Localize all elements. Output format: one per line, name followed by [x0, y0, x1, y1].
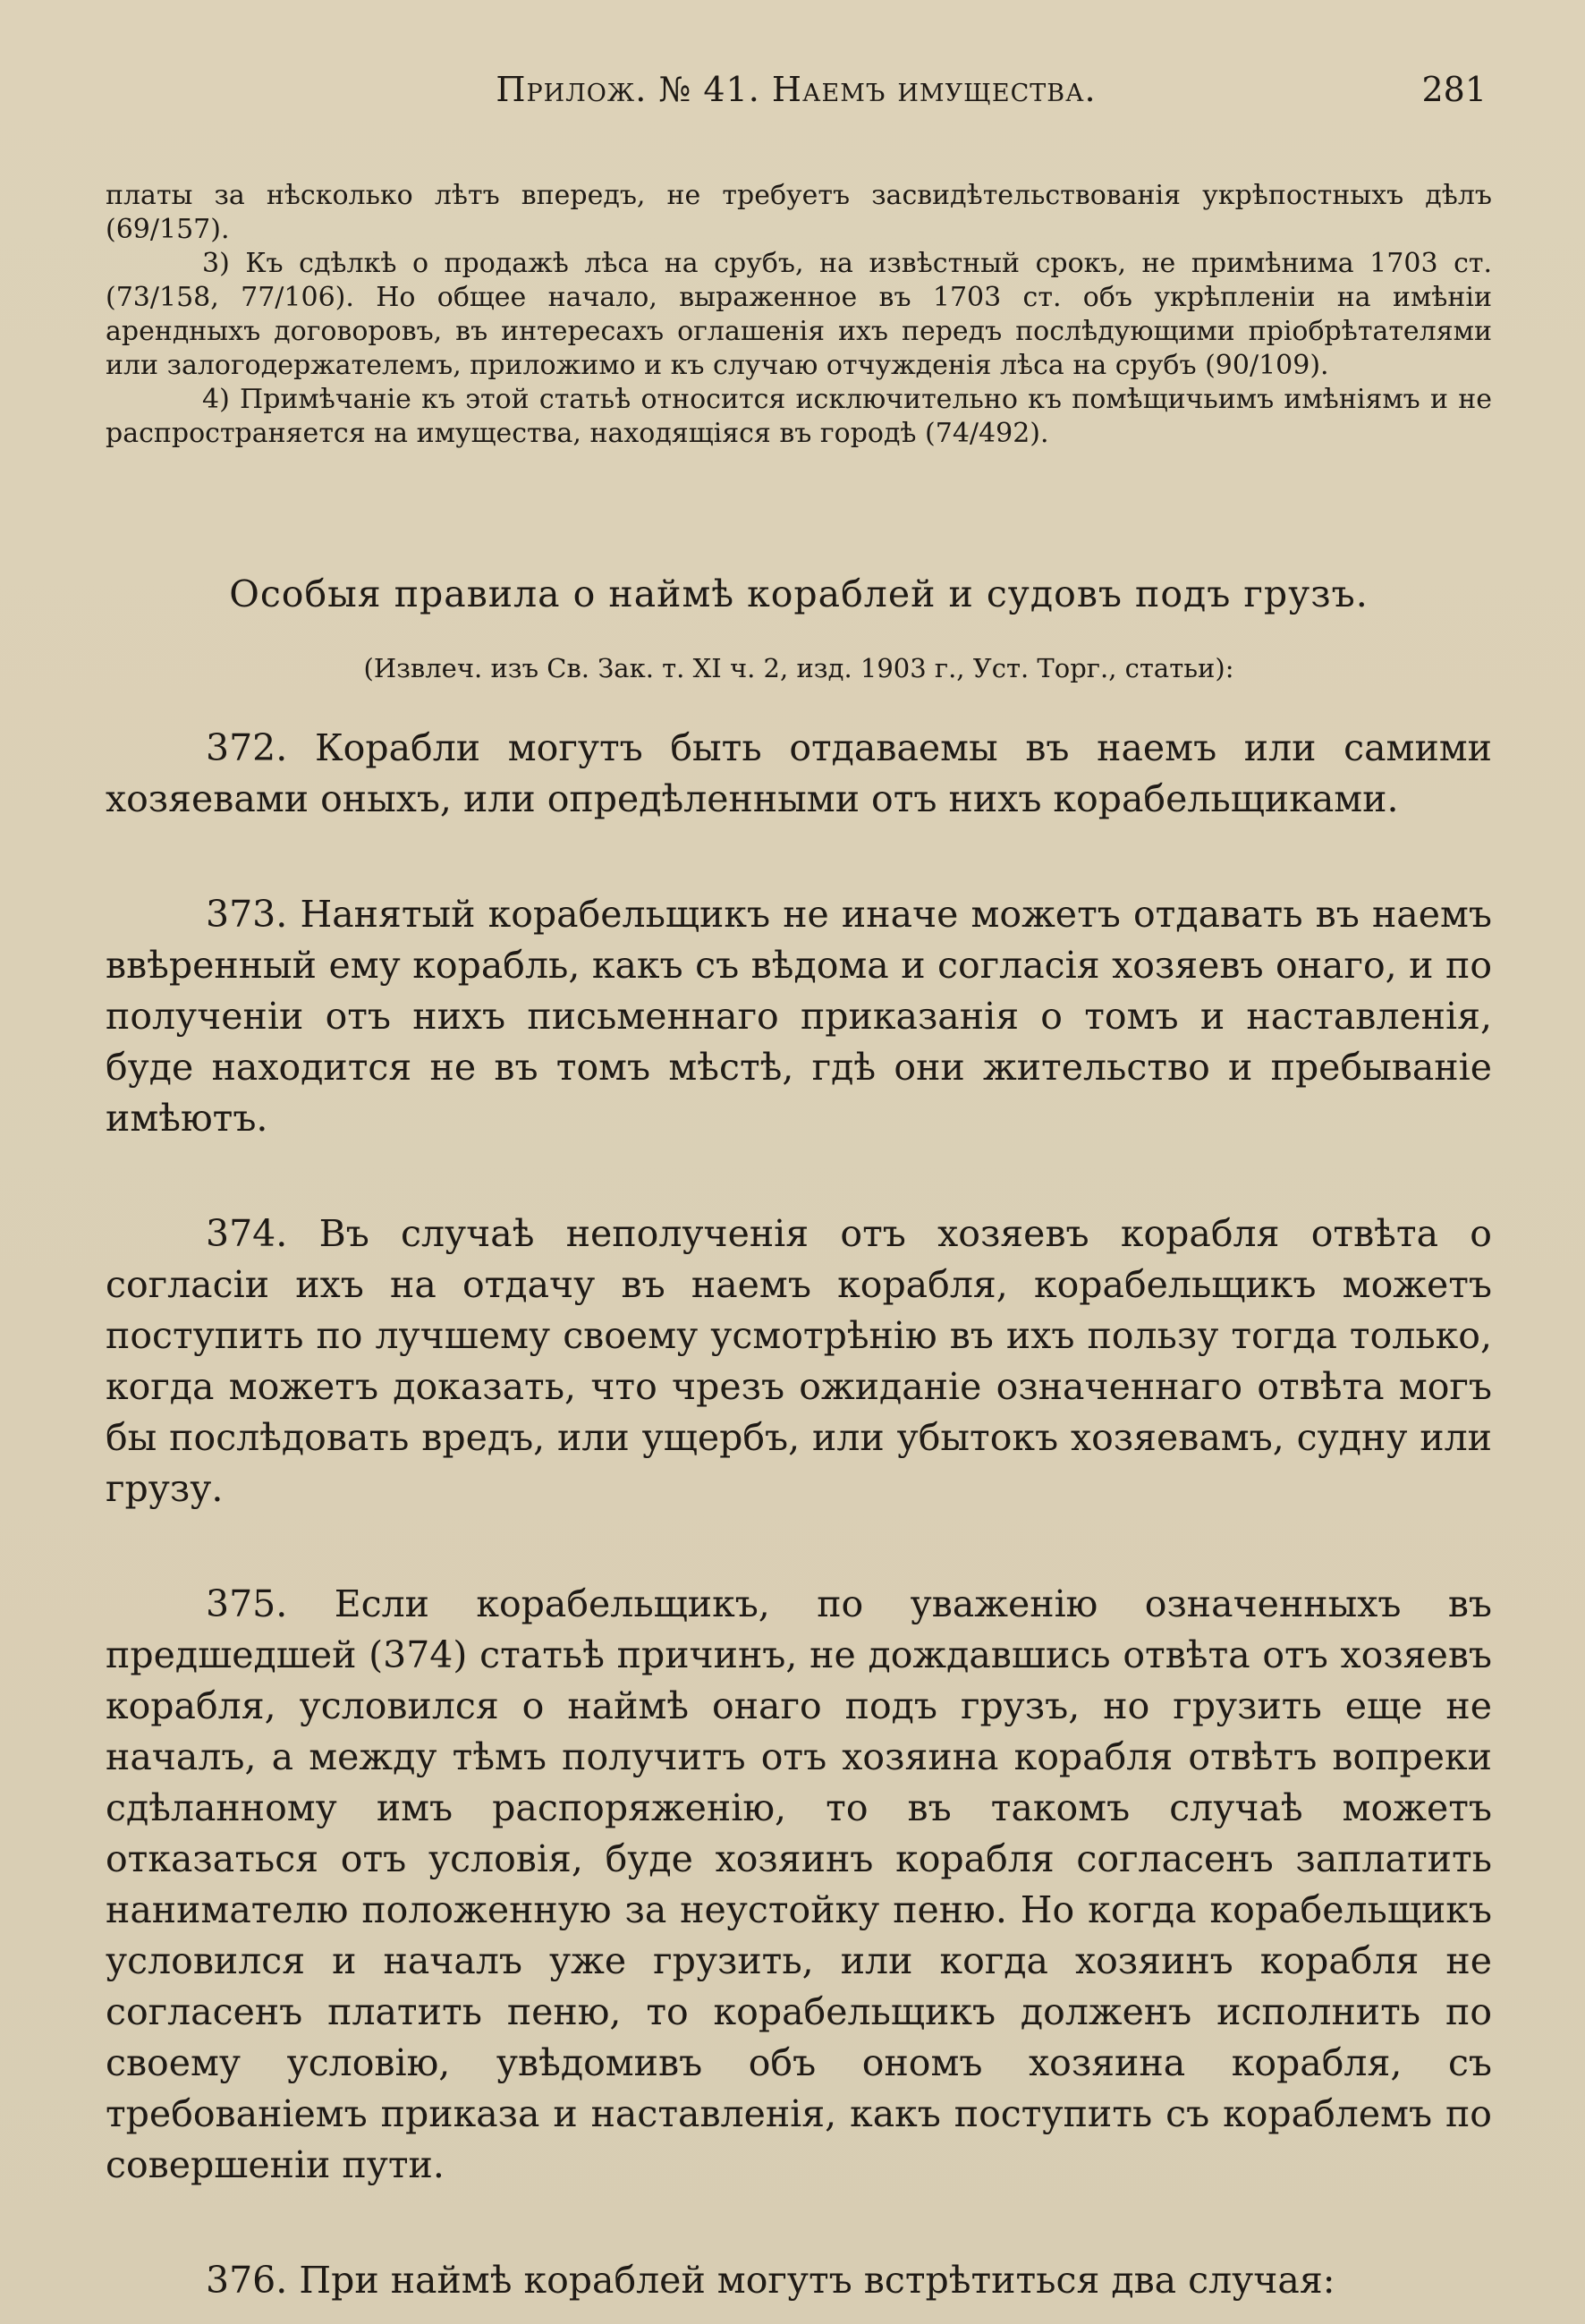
article	[106, 889, 1492, 1144]
note-paragraph: платы за нѣсколько лѣтъ впередъ, не требуетъ засвидѣтельствованія укрѣпостныхъ дѣлъ (69/157).	[106, 180, 1492, 245]
article-text: Корабли могутъ быть отдаваемы въ наемъ или самими хозяевами оныхъ, или опредѣленными отъ нихъ корабельщиками.	[106, 726, 1492, 820]
article-text: При наймѣ кораблей могутъ встрѣтиться два случая:	[299, 2259, 1335, 2302]
article-number: 372.	[206, 726, 288, 769]
section-title: Особыя правила о наймѣ кораблей и судовъ подъ грузъ.	[229, 573, 1369, 615]
article-number: 373.	[206, 893, 288, 936]
page-header	[106, 70, 1487, 123]
article	[106, 1579, 1492, 2191]
article-text: Нанятый корабельщикъ не иначе можетъ отдавать въ наемъ ввѣренный ему корабль, какъ съ вѣдома и согласія хозяевъ онаго, и по полученіи отъ нихъ письменнаго приказанія о томъ и наставленія, буде находится не въ томъ мѣстѣ, гдѣ они жительство и пребываніе имѣютъ.	[106, 893, 1492, 1140]
article-number: 376.	[206, 2259, 288, 2302]
note-paragraph: 4) Примѣчаніе къ этой статьѣ относится исключительно къ помѣщичьимъ имѣніямъ и не распространяется на имущества, находящіяся въ городѣ (74/492).	[106, 384, 1492, 449]
source-reference: (Извлеч. изъ Св. Зак. т. XI ч. 2, изд. 1903 г., Уст. Торг., статьи):	[363, 653, 1234, 683]
articles-section	[106, 723, 1492, 2306]
article-text: Въ случаѣ неполученія отъ хозяевъ корабля отвѣта о согласіи ихъ на отдачу въ наемъ корабля, корабельщикъ можетъ поступить по лучшему своему усмотрѣнію въ ихъ пользу тогда только, когда можетъ доказать, что чрезъ ожиданіе означеннаго отвѣта могъ бы послѣдовать вредъ, или ущербъ, или убытокъ хозяевамъ, судну или грузу.	[106, 1212, 1492, 1510]
article	[106, 1209, 1492, 1514]
article-text: Если корабельщикъ, по уваженію означенныхъ въ предшедшей (374) статьѣ причинъ, не дождавшись отвѣта отъ хозяевъ корабля, условился о наймѣ онаго подъ грузъ, но грузить еще не началъ, а между тѣмъ получитъ отъ хозяина корабля отвѣтъ вопреки сдѣланному имъ распоряженію, то въ такомъ случаѣ можетъ отказаться отъ условія, буде хозяинъ корабля согласенъ заплатить нанимателю положенную за неустойку пеню. Но когда корабельщикъ условился и началъ уже грузить, или когда хозяинъ корабля не согласенъ платить пеню, то корабельщикъ долженъ исполнить по своему условію, увѣдомивъ объ ономъ хозяина корабля, съ требованіемъ приказа и наставленія, какъ поступить съ кораблемъ по совершеніи пути.	[106, 1582, 1492, 2186]
note-paragraph: 3) Къ сдѣлкѣ о продажѣ лѣса на срубъ, на извѣстный срокъ, не примѣнима 1703 ст. (73/158, 77/106). Но общее начало, выраженное въ 1703 ст. объ укрѣпленіи на имѣніи арендныхъ договоровъ, въ интересахъ оглашенія ихъ передъ послѣдующими пріобрѣтателями или залогодержателемъ, приложимо и къ случаю отчужденія лѣса на срубъ (90/109).	[106, 248, 1492, 381]
article	[106, 723, 1492, 825]
article	[106, 2255, 1492, 2306]
page-number: 281	[1421, 70, 1487, 109]
article-number: 374.	[206, 1212, 288, 1255]
notes-section	[106, 179, 1492, 451]
page-title: Прилож. № 41. Наемъ имущества.	[496, 70, 1097, 109]
article-number: 375.	[206, 1582, 288, 1625]
